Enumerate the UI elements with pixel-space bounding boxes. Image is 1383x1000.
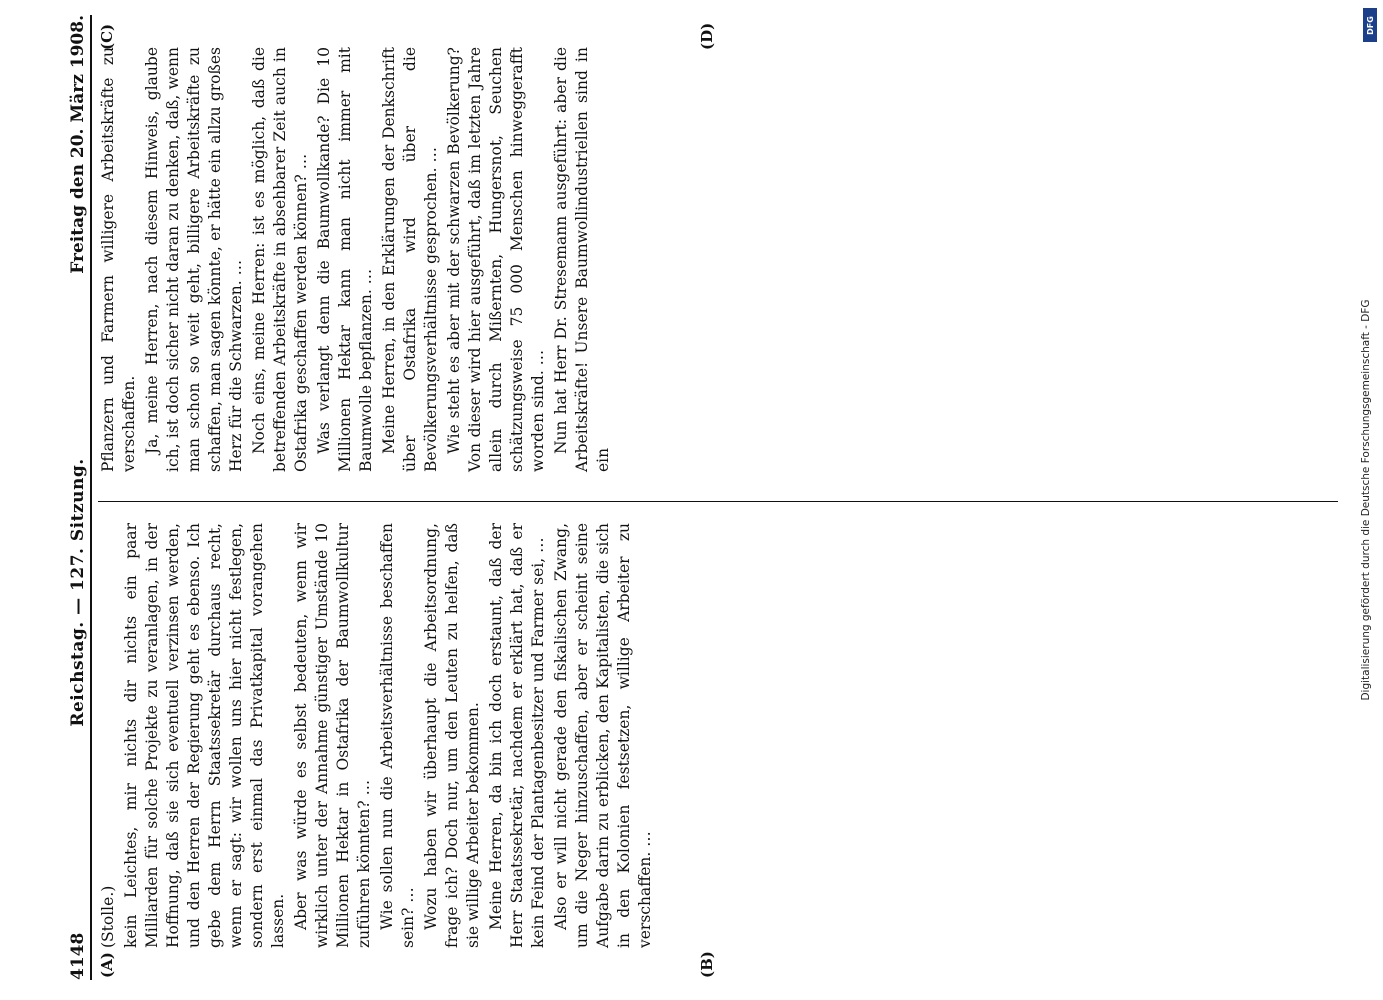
- paragraph: Pflanzern und Farmern willigere Arbeitskräfte zu verschaffen.: [99, 47, 138, 472]
- session-date: Freitag den 20. März 1908.: [68, 15, 88, 274]
- paragraph: Wie steht es aber mit der schwarzen Bevölkerung? Von dieser wird hier ausgeführt, daß im letzten Jahre allein durch Mißernten, Hungersnot, Seuchen schätzungsweise 75 000 Menschen hinweggerafft worden sind. …: [445, 47, 547, 472]
- page-number: 4148: [68, 932, 88, 980]
- rotated-page: [58, 15, 1348, 980]
- paragraph: Wie sollen nun die Arbeitsverhältnisse beschaffen sein? …: [378, 523, 417, 948]
- right-column: [98, 47, 1338, 472]
- paragraph: Ja, meine Herren, nach diesem Hinweis, glaube ich, ist doch sicher nicht daran zu denken, daß, wenn man schon so weit geht, billigere Arbeitskräfte zu schaffen, man sagen könnte, er hätte ein allzu großes Herz für die Schwarzen. …: [143, 47, 245, 472]
- paragraph: kein Leichtes, mir nichts dir nichts ein paar Milliarden für solche Projekte zu veranlagen, in der Hoffnung, daß sie sich eventuell verzinsen werden, und den Herren der Regierung geht es ebenso. Ich gebe dem Herrn Staatssekretär durchaus recht, wenn er sagt: wir wollen uns hier nicht festlegen, sondern erst einmal das Privatkapital vorangehen lassen.: [122, 523, 287, 948]
- margin-mark-d: (D): [698, 22, 716, 50]
- speaker-label: (Stolle.): [99, 885, 117, 948]
- dfg-logo-text: DFG: [1365, 15, 1375, 35]
- paragraph: Also er will nicht gerade den fiskalischen Zwang, um die Neger hinzuschaffen, aber er scheint seine Aufgabe darin zu erblicken, den Kapitalisten, die sich in den Kolonien festsetzen, willige Arbeiter zu verschaffen. …: [552, 523, 654, 948]
- column-divider: [98, 501, 1338, 502]
- paragraph: Aber was würde es selbst bedeuten, wenn wir wirklich unter der Annahme günstiger Umstände 10 Millionen Hektar in Ostafrika der Baumwollkultur zuführen könnten? …: [292, 523, 373, 948]
- dfg-logo: [1363, 8, 1377, 42]
- paragraph: Nun hat Herr Dr. Stresemann ausgeführt: aber die Arbeitskräfte! Unsere Baumwollindustriellen sind in ein: [552, 47, 612, 472]
- session-title: Reichstag. — 127. Sitzung.: [68, 458, 88, 727]
- paragraph: Meine Herren, da bin ich doch erstaunt, daß der Herr Staatssekretär, nachdem er erklärt hat, daß er kein Feind der Plantagenbesitzer und Farmer sei, …: [487, 523, 547, 948]
- paragraph: Meine Herren, in den Erklärungen der Denkschrift über Ostafrika wird über die Bevölkerungsverhältnisse gesprochen. …: [380, 47, 440, 472]
- paragraph: Noch eins, meine Herren: ist es möglich, daß die betreffenden Arbeitskräfte in absehbarer Zeit auch in Ostafrika geschaffen werden können? …: [250, 47, 310, 472]
- margin-mark-b: (B): [698, 951, 716, 978]
- margin-mark-c: (C): [98, 23, 116, 50]
- paragraph: Was verlangt denn die Baumwollkande? Die 10 Millionen Hektar kann man nicht immer mit Baumwolle bepflanzen. …: [315, 47, 375, 472]
- margin-mark-a: (A): [98, 952, 116, 978]
- paragraph: Wozu haben wir überhaupt die Arbeitsordnung, frage ich? Doch nur, um den Leuten zu helfen, daß sie willige Arbeiter bekommen.: [422, 523, 482, 948]
- digitization-credit: [1352, 0, 1382, 1000]
- credit-text: Digitalisierung gefördert durch die Deutsche Forschungsgemeinschaft - DFG: [1360, 299, 1372, 701]
- page-header: [58, 15, 88, 980]
- left-column: [98, 523, 1338, 948]
- header-rule: [90, 15, 92, 980]
